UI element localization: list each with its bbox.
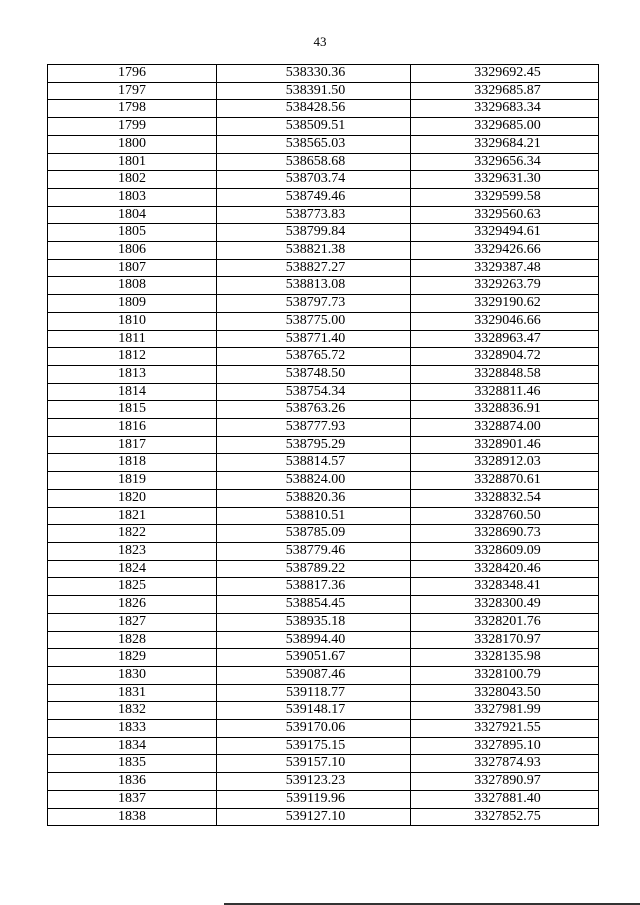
x-coordinate-cell: 538773.83 <box>217 206 411 224</box>
point-number-cell: 1805 <box>48 224 217 242</box>
y-coordinate-cell: 3329494.61 <box>411 224 599 242</box>
table-row <box>48 312 599 330</box>
point-number-cell: 1822 <box>48 525 217 543</box>
x-coordinate-cell: 538824.00 <box>217 472 411 490</box>
y-coordinate-cell: 3328609.09 <box>411 542 599 560</box>
table-row <box>48 702 599 720</box>
point-number-cell: 1819 <box>48 472 217 490</box>
point-number-cell: 1813 <box>48 365 217 383</box>
y-coordinate-cell: 3328100.79 <box>411 666 599 684</box>
y-coordinate-cell: 3329685.00 <box>411 118 599 136</box>
point-number-cell: 1815 <box>48 401 217 419</box>
point-number-cell: 1835 <box>48 755 217 773</box>
x-coordinate-cell: 538817.36 <box>217 578 411 596</box>
y-coordinate-cell: 3327881.40 <box>411 790 599 808</box>
x-coordinate-cell: 539148.17 <box>217 702 411 720</box>
table-row <box>48 188 599 206</box>
point-number-cell: 1814 <box>48 383 217 401</box>
table-row <box>48 171 599 189</box>
point-number-cell: 1810 <box>48 312 217 330</box>
table-row <box>48 720 599 738</box>
point-number-cell: 1829 <box>48 649 217 667</box>
table-row <box>48 224 599 242</box>
point-number-cell: 1800 <box>48 135 217 153</box>
y-coordinate-cell: 3329683.34 <box>411 100 599 118</box>
table-row <box>48 737 599 755</box>
table-row <box>48 560 599 578</box>
table-row <box>48 525 599 543</box>
point-number-cell: 1799 <box>48 118 217 136</box>
coordinates-table-body <box>48 65 599 826</box>
table-row <box>48 631 599 649</box>
y-coordinate-cell: 3329046.66 <box>411 312 599 330</box>
point-number-cell: 1827 <box>48 613 217 631</box>
y-coordinate-cell: 3327890.97 <box>411 773 599 791</box>
x-coordinate-cell: 538779.46 <box>217 542 411 560</box>
x-coordinate-cell: 539157.10 <box>217 755 411 773</box>
point-number-cell: 1832 <box>48 702 217 720</box>
y-coordinate-cell: 3329684.21 <box>411 135 599 153</box>
y-coordinate-cell: 3328135.98 <box>411 649 599 667</box>
table-row <box>48 277 599 295</box>
y-coordinate-cell: 3328870.61 <box>411 472 599 490</box>
x-coordinate-cell: 538854.45 <box>217 596 411 614</box>
table-row <box>48 578 599 596</box>
point-number-cell: 1808 <box>48 277 217 295</box>
y-coordinate-cell: 3328963.47 <box>411 330 599 348</box>
y-coordinate-cell: 3328170.97 <box>411 631 599 649</box>
table-row <box>48 507 599 525</box>
point-number-cell: 1836 <box>48 773 217 791</box>
x-coordinate-cell: 538765.72 <box>217 348 411 366</box>
table-row <box>48 242 599 260</box>
table-row <box>48 295 599 313</box>
x-coordinate-cell: 538777.93 <box>217 419 411 437</box>
table-row <box>48 773 599 791</box>
x-coordinate-cell: 538509.51 <box>217 118 411 136</box>
y-coordinate-cell: 3327874.93 <box>411 755 599 773</box>
y-coordinate-cell: 3327921.55 <box>411 720 599 738</box>
table-row <box>48 454 599 472</box>
point-number-cell: 1809 <box>48 295 217 313</box>
x-coordinate-cell: 539175.15 <box>217 737 411 755</box>
point-number-cell: 1825 <box>48 578 217 596</box>
point-number-cell: 1816 <box>48 419 217 437</box>
x-coordinate-cell: 539119.96 <box>217 790 411 808</box>
x-coordinate-cell: 538820.36 <box>217 489 411 507</box>
x-coordinate-cell: 538810.51 <box>217 507 411 525</box>
x-coordinate-cell: 539118.77 <box>217 684 411 702</box>
y-coordinate-cell: 3328901.46 <box>411 436 599 454</box>
point-number-cell: 1821 <box>48 507 217 525</box>
x-coordinate-cell: 539170.06 <box>217 720 411 738</box>
table-row <box>48 330 599 348</box>
y-coordinate-cell: 3329656.34 <box>411 153 599 171</box>
coordinates-table <box>47 64 599 826</box>
table-row <box>48 684 599 702</box>
table-row <box>48 135 599 153</box>
point-number-cell: 1802 <box>48 171 217 189</box>
table-row <box>48 401 599 419</box>
x-coordinate-cell: 538821.38 <box>217 242 411 260</box>
table-row <box>48 436 599 454</box>
table-row <box>48 666 599 684</box>
point-number-cell: 1811 <box>48 330 217 348</box>
table-row <box>48 348 599 366</box>
point-number-cell: 1838 <box>48 808 217 826</box>
table-row <box>48 153 599 171</box>
x-coordinate-cell: 538789.22 <box>217 560 411 578</box>
table-row <box>48 808 599 826</box>
point-number-cell: 1806 <box>48 242 217 260</box>
point-number-cell: 1824 <box>48 560 217 578</box>
x-coordinate-cell: 538565.03 <box>217 135 411 153</box>
point-number-cell: 1833 <box>48 720 217 738</box>
table-row <box>48 259 599 277</box>
page-number: 43 <box>313 34 327 49</box>
table-row <box>48 65 599 83</box>
point-number-cell: 1834 <box>48 737 217 755</box>
point-number-cell: 1818 <box>48 454 217 472</box>
y-coordinate-cell: 3328912.03 <box>411 454 599 472</box>
y-coordinate-cell: 3329692.45 <box>411 65 599 83</box>
x-coordinate-cell: 538330.36 <box>217 65 411 83</box>
point-number-cell: 1803 <box>48 188 217 206</box>
y-coordinate-cell: 3327895.10 <box>411 737 599 755</box>
point-number-cell: 1826 <box>48 596 217 614</box>
x-coordinate-cell: 538994.40 <box>217 631 411 649</box>
point-number-cell: 1812 <box>48 348 217 366</box>
y-coordinate-cell: 3328690.73 <box>411 525 599 543</box>
y-coordinate-cell: 3329685.87 <box>411 82 599 100</box>
table-row <box>48 383 599 401</box>
y-coordinate-cell: 3329190.62 <box>411 295 599 313</box>
y-coordinate-cell: 3328811.46 <box>411 383 599 401</box>
x-coordinate-cell: 538797.73 <box>217 295 411 313</box>
table-row <box>48 419 599 437</box>
table-row <box>48 82 599 100</box>
x-coordinate-cell: 538785.09 <box>217 525 411 543</box>
point-number-cell: 1798 <box>48 100 217 118</box>
table-row <box>48 755 599 773</box>
x-coordinate-cell: 539123.23 <box>217 773 411 791</box>
y-coordinate-cell: 3329560.63 <box>411 206 599 224</box>
table-row <box>48 790 599 808</box>
y-coordinate-cell: 3328760.50 <box>411 507 599 525</box>
table-row <box>48 489 599 507</box>
x-coordinate-cell: 538428.56 <box>217 100 411 118</box>
x-coordinate-cell: 538799.84 <box>217 224 411 242</box>
y-coordinate-cell: 3328836.91 <box>411 401 599 419</box>
y-coordinate-cell: 3328201.76 <box>411 613 599 631</box>
point-number-cell: 1817 <box>48 436 217 454</box>
table-row <box>48 596 599 614</box>
x-coordinate-cell: 538763.26 <box>217 401 411 419</box>
y-coordinate-cell: 3328832.54 <box>411 489 599 507</box>
point-number-cell: 1823 <box>48 542 217 560</box>
y-coordinate-cell: 3328348.41 <box>411 578 599 596</box>
point-number-cell: 1830 <box>48 666 217 684</box>
y-coordinate-cell: 3327852.75 <box>411 808 599 826</box>
y-coordinate-cell: 3328300.49 <box>411 596 599 614</box>
x-coordinate-cell: 538827.27 <box>217 259 411 277</box>
x-coordinate-cell: 539087.46 <box>217 666 411 684</box>
point-number-cell: 1801 <box>48 153 217 171</box>
x-coordinate-cell: 538771.40 <box>217 330 411 348</box>
y-coordinate-cell: 3327981.99 <box>411 702 599 720</box>
x-coordinate-cell: 538703.74 <box>217 171 411 189</box>
x-coordinate-cell: 538795.29 <box>217 436 411 454</box>
y-coordinate-cell: 3329426.66 <box>411 242 599 260</box>
x-coordinate-cell: 538658.68 <box>217 153 411 171</box>
x-coordinate-cell: 538748.50 <box>217 365 411 383</box>
y-coordinate-cell: 3328043.50 <box>411 684 599 702</box>
table-row <box>48 613 599 631</box>
x-coordinate-cell: 538775.00 <box>217 312 411 330</box>
x-coordinate-cell: 538749.46 <box>217 188 411 206</box>
table-row <box>48 649 599 667</box>
table-row <box>48 365 599 383</box>
table-row <box>48 100 599 118</box>
point-number-cell: 1831 <box>48 684 217 702</box>
x-coordinate-cell: 539127.10 <box>217 808 411 826</box>
point-number-cell: 1807 <box>48 259 217 277</box>
x-coordinate-cell: 538814.57 <box>217 454 411 472</box>
y-coordinate-cell: 3329599.58 <box>411 188 599 206</box>
y-coordinate-cell: 3328420.46 <box>411 560 599 578</box>
x-coordinate-cell: 538391.50 <box>217 82 411 100</box>
point-number-cell: 1804 <box>48 206 217 224</box>
y-coordinate-cell: 3328904.72 <box>411 348 599 366</box>
point-number-cell: 1796 <box>48 65 217 83</box>
x-coordinate-cell: 538813.08 <box>217 277 411 295</box>
x-coordinate-cell: 539051.67 <box>217 649 411 667</box>
y-coordinate-cell: 3329263.79 <box>411 277 599 295</box>
x-coordinate-cell: 538935.18 <box>217 613 411 631</box>
table-row <box>48 542 599 560</box>
table-row <box>48 118 599 136</box>
y-coordinate-cell: 3329387.48 <box>411 259 599 277</box>
y-coordinate-cell: 3328874.00 <box>411 419 599 437</box>
point-number-cell: 1828 <box>48 631 217 649</box>
point-number-cell: 1837 <box>48 790 217 808</box>
y-coordinate-cell: 3329631.30 <box>411 171 599 189</box>
point-number-cell: 1797 <box>48 82 217 100</box>
table-row <box>48 472 599 490</box>
table-row <box>48 206 599 224</box>
y-coordinate-cell: 3328848.58 <box>411 365 599 383</box>
point-number-cell: 1820 <box>48 489 217 507</box>
x-coordinate-cell: 538754.34 <box>217 383 411 401</box>
